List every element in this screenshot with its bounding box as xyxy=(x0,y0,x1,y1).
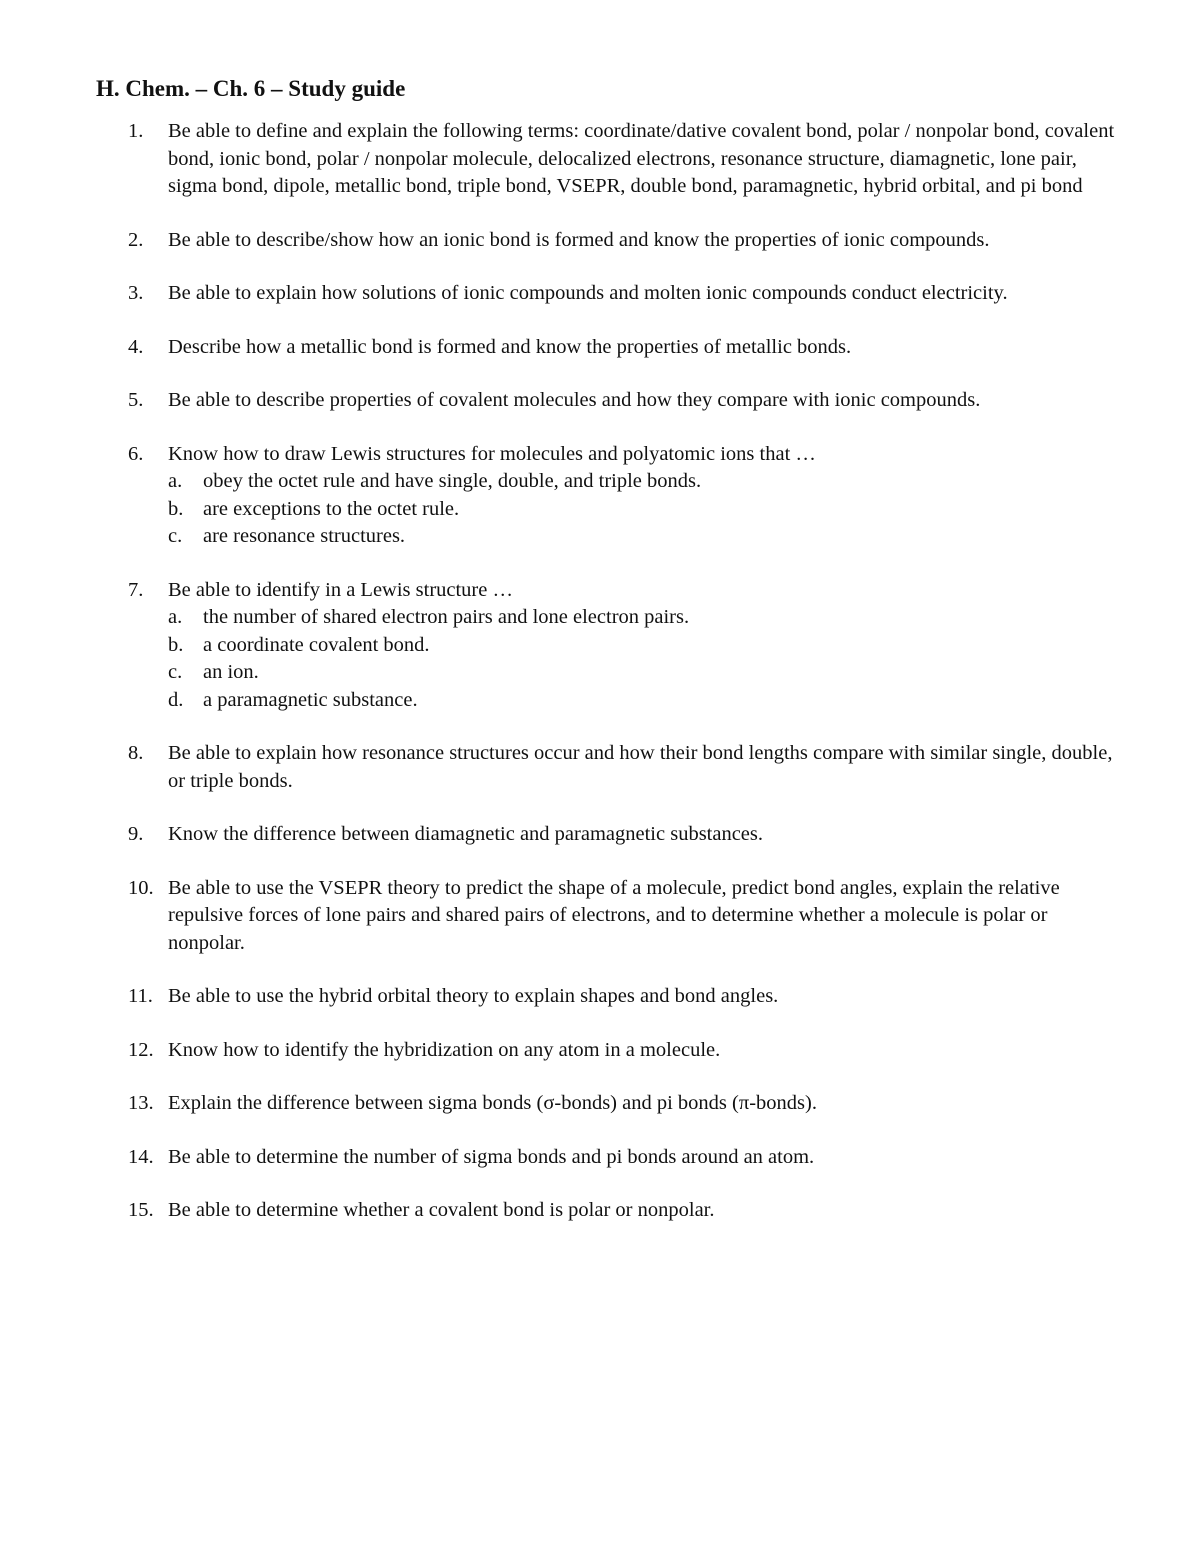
item-number: 1. xyxy=(128,120,144,142)
study-guide-list xyxy=(0,118,1200,1251)
item-text: Be able to describe/show how an ionic bond is formed and know the properties of ionic compounds. xyxy=(168,228,990,251)
sub-item-text: the number of shared electron pairs and lone electron pairs. xyxy=(203,606,690,628)
sub-item-letter: c. xyxy=(168,661,183,683)
item-number: 7. xyxy=(128,578,144,601)
sub-item-letter: c. xyxy=(168,525,183,547)
list-item xyxy=(0,1090,1200,1118)
sub-item xyxy=(168,468,1088,496)
item-text: Be able to identify in a Lewis structure … xyxy=(168,578,513,601)
sub-item xyxy=(168,659,1088,687)
item-number: 11. xyxy=(128,985,153,1007)
list-item xyxy=(0,1144,1200,1172)
list-item xyxy=(0,118,1200,201)
sub-item xyxy=(168,496,1088,524)
list-item xyxy=(0,875,1200,958)
sub-item-text: are resonance structures. xyxy=(203,525,406,547)
sub-item-text: an ion. xyxy=(203,661,259,683)
list-item xyxy=(0,821,1200,849)
item-text: Be able to determine the number of sigma bonds and pi bonds around an atom. xyxy=(168,1145,815,1168)
item-number: 5. xyxy=(128,389,144,411)
item-number: 14. xyxy=(128,1145,154,1168)
list-item xyxy=(0,280,1200,308)
item-text: Be able to explain how resonance structures occur and how their bond lengths compare with similar single, double, or triple bonds. xyxy=(168,742,1113,792)
item-number: 4. xyxy=(128,335,144,358)
item-number: 10. xyxy=(128,876,154,899)
item-text: Be able to use the hybrid orbital theory to explain shapes and bond angles. xyxy=(168,985,779,1007)
item-text: Know how to identify the hybridization on any atom in a molecule. xyxy=(168,1038,721,1061)
list-item xyxy=(0,1197,1200,1225)
item-text: Describe how a metallic bond is formed and know the properties of metallic bonds. xyxy=(168,335,852,358)
item-text: Be able to define and explain the following terms: coordinate/dative covalent bond, polar / nonpolar bond, covalent bond, ionic bond, polar / nonpolar molecule, delocalized electrons, resonance structure, diamagnetic, lone pair, sigma bond, dipole, metallic bond, triple bond, VSEPR, double bond, paramagnetic, hybrid orbital, and pi bond xyxy=(168,120,1115,197)
item-text: Be able to describe properties of covalent molecules and how they compare with ionic compounds. xyxy=(168,389,981,411)
item-text: Know the difference between diamagnetic and paramagnetic substances. xyxy=(168,823,764,845)
list-item xyxy=(0,334,1200,362)
list-item xyxy=(0,983,1200,1011)
sub-item-text: are exceptions to the octet rule. xyxy=(203,497,460,520)
item-number: 13. xyxy=(128,1092,154,1114)
page-title: H. Chem. – Ch. 6 – Study guide xyxy=(96,76,406,101)
sub-item xyxy=(168,523,1088,551)
item-text: Be able to determine whether a covalent bond is polar or nonpolar. xyxy=(168,1199,715,1221)
sub-item-text: a coordinate covalent bond. xyxy=(203,633,430,656)
item-text: Be able to explain how solutions of ionic compounds and molten ionic compounds conduct electricity. xyxy=(168,282,1008,304)
sub-item-text: a paramagnetic substance. xyxy=(203,688,418,711)
item-number: 8. xyxy=(128,742,144,764)
item-number: 15. xyxy=(128,1199,154,1221)
item-number: 2. xyxy=(128,228,144,251)
item-text: Know how to draw Lewis structures for molecules and polyatomic ions that … xyxy=(168,442,816,465)
item-number: 3. xyxy=(128,282,144,304)
sub-item-letter: a. xyxy=(168,470,183,492)
list-item xyxy=(0,441,1200,551)
sub-item-letter: a. xyxy=(168,606,183,628)
list-item xyxy=(0,1037,1200,1065)
sub-item xyxy=(168,632,1088,660)
item-number: 6. xyxy=(128,442,144,465)
item-text: Explain the difference between sigma bonds (σ-bonds) and pi bonds (π-bonds). xyxy=(168,1092,817,1114)
list-item xyxy=(0,387,1200,415)
sub-item xyxy=(168,604,1088,632)
item-number: 12. xyxy=(128,1038,154,1061)
sub-item-letter: d. xyxy=(168,688,184,711)
sub-item-letter: b. xyxy=(168,633,184,656)
sub-item-text: obey the octet rule and have single, double, and triple bonds. xyxy=(203,470,702,492)
list-item xyxy=(0,577,1200,715)
list-item xyxy=(0,227,1200,255)
sub-item-letter: b. xyxy=(168,497,184,520)
sub-item xyxy=(168,687,1088,715)
item-number: 9. xyxy=(128,823,144,845)
list-item xyxy=(0,740,1200,795)
item-text: Be able to use the VSEPR theory to predict the shape of a molecule, predict bond angles, explain the relative repulsive forces of lone pairs and shared pairs of electrons, and to determine whether a molecule is polar or nonpolar. xyxy=(168,876,1060,954)
